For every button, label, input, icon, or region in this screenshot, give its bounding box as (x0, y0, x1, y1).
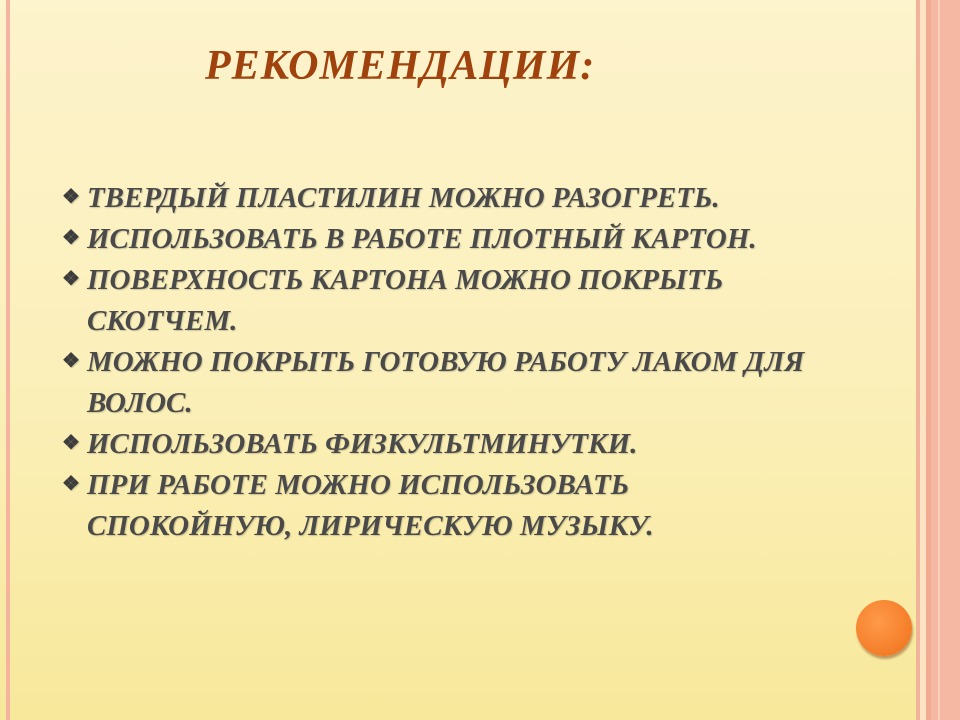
diamond-bullet-icon: ❖ (62, 227, 80, 249)
list-item (62, 260, 822, 342)
right-stripe (931, 0, 960, 720)
diamond-bullet-icon: ❖ (62, 473, 80, 495)
diamond-bullet-icon: ❖ (62, 350, 80, 372)
list-item-text: ПОВЕРХНОСТЬ КАРТОНА МОЖНО ПОКРЫТЬ СКОТЧЕМ. (87, 264, 724, 337)
list-item-text: ИСПОЛЬЗОВАТЬ В РАБОТЕ ПЛОТНЫЙ КАРТОН. (87, 223, 757, 255)
list-item (62, 178, 822, 219)
diamond-bullet-icon: ❖ (62, 268, 80, 290)
diamond-bullet-icon: ❖ (62, 432, 80, 454)
diamond-bullet-icon: ❖ (62, 186, 80, 208)
list-item (62, 424, 822, 465)
list-item (62, 219, 822, 260)
list-item-text: ИСПОЛЬЗОВАТЬ ФИЗКУЛЬТМИНУТКИ. (87, 428, 638, 460)
list-item (62, 342, 822, 424)
orange-circle-decoration (856, 600, 912, 656)
recommendations-list (62, 178, 822, 547)
slide-title: РЕКОМЕНДАЦИИ: (205, 43, 596, 89)
right-stripe (938, 0, 940, 720)
list-item-text: ТВЕРДЫЙ ПЛАСТИЛИН МОЖНО РАЗОГРЕТЬ. (87, 182, 720, 214)
left-frame-line (6, 0, 10, 720)
list-item-text: МОЖНО ПОКРЫТЬ ГОТОВУЮ РАБОТУ ЛАКОМ ДЛЯ ВОЛОС. (87, 346, 805, 419)
list-item-text: ПРИ РАБОТЕ МОЖНО ИСПОЛЬЗОВАТЬ СПОКОЙНУЮ, ЛИРИЧЕСКУЮ МУЗЫКУ. (87, 469, 654, 542)
list-item (62, 465, 822, 547)
